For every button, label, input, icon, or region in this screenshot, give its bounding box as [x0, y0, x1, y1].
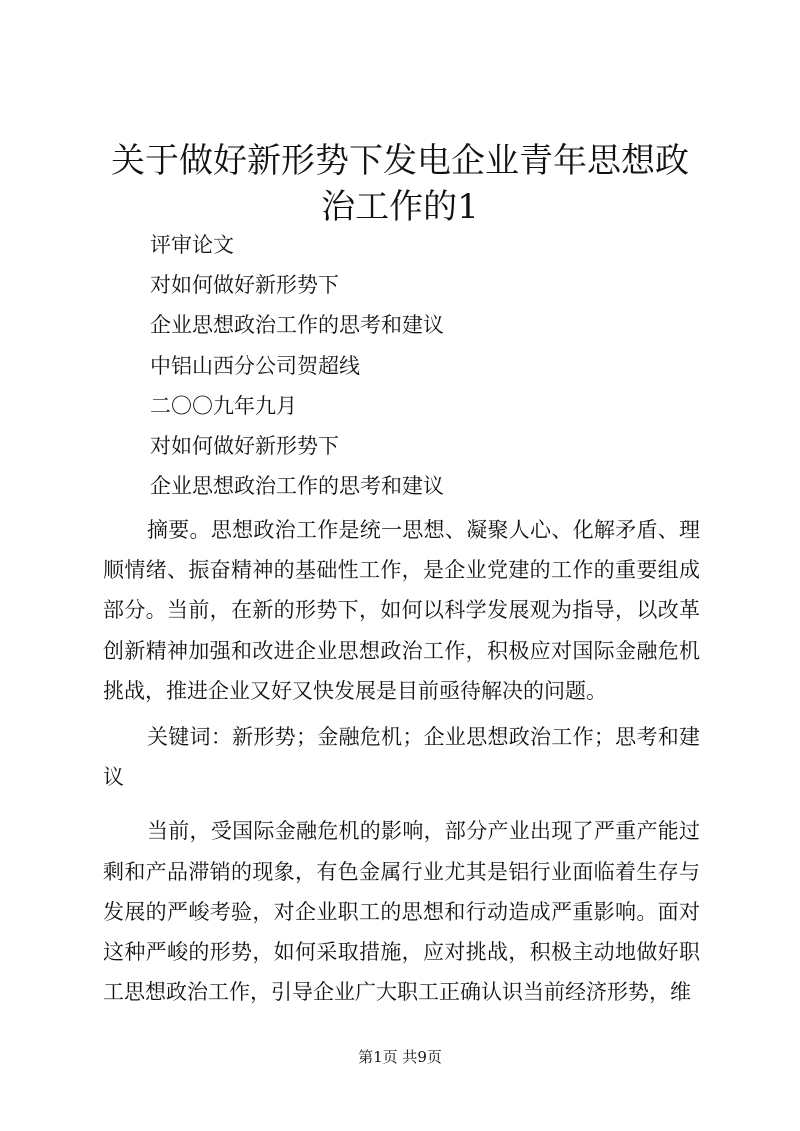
cover-block — [150, 230, 710, 511]
page-footer: 第1页 共9页 — [358, 1048, 442, 1066]
cover-line: 企业思想政治工作的思考和建议 — [150, 474, 444, 499]
keywords-paragraph: 关键词：新形势；金融危机；企业思想政治工作；思考和建议 — [103, 725, 700, 790]
cover-line: 二〇〇九年九月 — [150, 393, 297, 418]
body-paragraph: 当前，受国际金融危机的影响，部分产业出现了严重产能过剩和产品滞销的现象，有色金属行业尤其是铝行业面临着生存与发展的严峻考验，对企业职工的思想和行动造成严重影响。面对这种严峻的形势，如何采取措施，应对挑战，积极主动地做好职工思想政治工作，引导企业广大职工正确认识当前经济形势，维 — [103, 819, 700, 1005]
body-text — [103, 510, 700, 1018]
document-title: 关于做好新形势下发电企业青年思想政治工作的1 — [111, 141, 689, 227]
cover-line: 对如何做好新形势下 — [150, 273, 339, 298]
cover-line: 中铝山西分公司贺超线 — [150, 353, 360, 378]
cover-line: 对如何做好新形势下 — [150, 433, 339, 458]
cover-line: 评审论文 — [150, 233, 234, 257]
abstract-paragraph: 摘要。思想政治工作是统一思想、凝聚人心、化解矛盾、理顺情绪、振奋精神的基础性工作，是企业党建的工作的重要组成部分。当前，在新的形势下，如何以科学发展观为指导，以改革创新精神加强和改进企业思想政治工作，积极应对国际金融危机挑战，推进企业又好又快发展是目前亟待解决的问题。 — [103, 518, 700, 703]
cover-line: 企业思想政治工作的思考和建议 — [150, 313, 444, 338]
